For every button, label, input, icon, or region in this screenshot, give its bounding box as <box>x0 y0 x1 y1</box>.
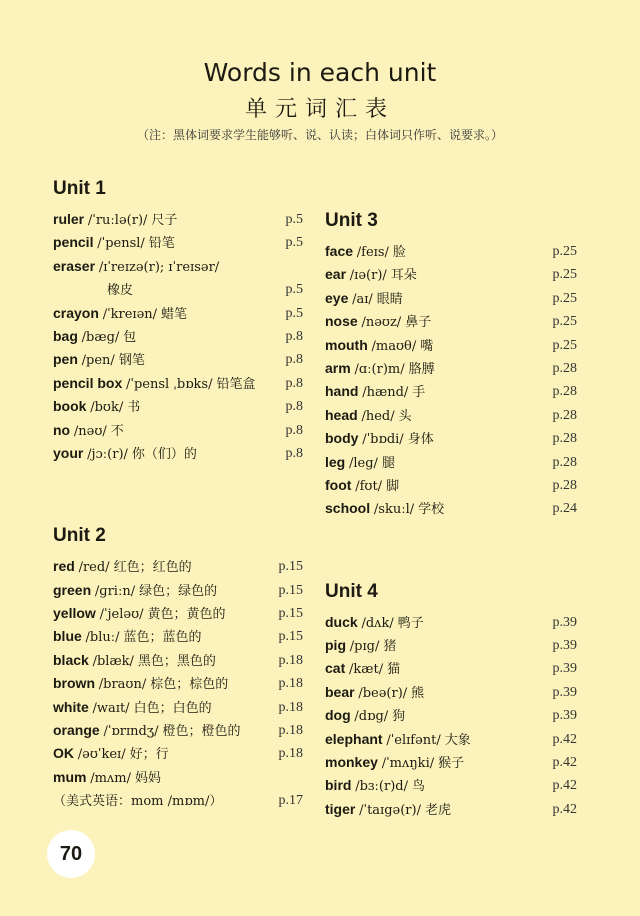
vocab-word: orange <box>53 722 100 739</box>
page-ref: p.25 <box>552 314 577 330</box>
vocab-phonetic: /dʌk/ <box>361 615 394 631</box>
page-ref: p.5 <box>285 282 303 298</box>
vocab-phonetic: /braʊn/ <box>98 677 147 693</box>
vocab-chinese: 你（们）的 <box>131 446 197 462</box>
vocab-phonetic: /kæt/ <box>349 662 384 678</box>
vocab-phonetic: /leg/ <box>349 455 378 471</box>
vocab-chinese: 白色；白色的 <box>133 700 212 716</box>
vocab-phonetic: /ɪˈreɪzə(r); ɪˈreɪsər/ <box>98 259 220 275</box>
vocab-chinese: 黑色；黑色的 <box>137 653 216 669</box>
vocab-entry <box>325 263 577 286</box>
vocab-word: book <box>53 398 87 415</box>
vocab-phonetic: /ɡriːn/ <box>94 583 136 599</box>
vocab-entry <box>53 579 303 602</box>
vocab-entry <box>325 240 577 263</box>
vocab-chinese: 腿 <box>381 455 395 471</box>
vocab-phonetic: /ˈpensl ˌbɒks/ <box>126 376 213 392</box>
vocab-entry <box>53 555 303 578</box>
vocab-word: tiger <box>325 800 356 817</box>
vocab-phonetic: /ˈruːlə(r)/ <box>87 213 148 228</box>
vocab-chinese: 眼睛 <box>376 291 403 307</box>
vocab-word: eraser <box>53 257 96 274</box>
vocab-entry <box>325 497 577 520</box>
vocab-word: foot <box>325 476 352 493</box>
vocab-word: bag <box>53 327 78 344</box>
vocab-entry <box>325 451 577 474</box>
vocab-word: OK <box>53 745 74 762</box>
vocab-word: arm <box>325 359 351 376</box>
vocab-chinese: 耳朵 <box>390 268 417 284</box>
page-ref: p.18 <box>278 723 303 739</box>
vocab-word: ear <box>325 266 347 283</box>
vocab-chinese: 嘴 <box>420 338 434 354</box>
right-column <box>325 210 577 821</box>
vocab-word: your <box>53 444 84 461</box>
vocab-phonetic: /bluː/ <box>85 630 120 646</box>
vocab-chinese: 头 <box>398 408 412 424</box>
vocab-chinese: 猪 <box>383 639 397 655</box>
page-ref: p.28 <box>552 477 577 493</box>
page-ref: p.5 <box>285 305 303 321</box>
page-ref: p.28 <box>552 407 577 423</box>
vocab-entry <box>53 255 303 278</box>
vocab-chinese: 狗 <box>392 709 406 725</box>
vocab-phonetic: /skuːl/ <box>373 502 415 518</box>
unit-2-heading: Unit 2 <box>53 525 106 547</box>
vocab-phonetic: /ɑː(r)m/ <box>354 361 405 377</box>
left-column <box>53 178 303 813</box>
title-english: Words in each unit <box>203 58 437 87</box>
vocab-entry <box>325 704 577 727</box>
unit-3-list <box>325 240 577 521</box>
vocab-phonetic: /ˈɒrɪndʒ/ <box>103 724 159 740</box>
page-ref: p.18 <box>278 746 303 762</box>
vocab-entry <box>53 231 303 254</box>
vocab-entry <box>53 348 303 371</box>
vocab-chinese: 不 <box>110 423 124 439</box>
vocab-word: yellow <box>53 605 96 622</box>
vocab-word: dog <box>325 707 351 724</box>
vocab-chinese: 鸭子 <box>397 615 424 631</box>
page-ref: p.39 <box>552 708 577 724</box>
vocab-entry <box>53 696 303 719</box>
vocab-phonetic: /ˈbɒdi/ <box>362 432 404 448</box>
page-ref: p.25 <box>552 244 577 259</box>
vocab-word: face <box>325 243 354 259</box>
page-ref: p.15 <box>278 582 303 598</box>
vocab-word: blue <box>53 628 82 645</box>
vocab-chinese: 钢笔 <box>118 353 145 369</box>
vocab-note-row <box>53 789 303 812</box>
vocab-chinese: 猫 <box>387 662 401 678</box>
page-ref: p.39 <box>552 684 577 700</box>
vocab-chinese: 鸟 <box>411 779 425 795</box>
vocab-entry <box>325 774 577 797</box>
vocab-word: mum <box>53 768 87 785</box>
page-ref: p.39 <box>552 638 577 654</box>
page-ref: p.28 <box>552 431 577 447</box>
vocab-chinese: 尺子 <box>151 213 178 228</box>
vocab-entry <box>325 287 577 310</box>
vocab-chinese: 黄色；黄色的 <box>147 607 226 623</box>
page-ref: p.5 <box>285 212 303 227</box>
vocab-phonetic: /bʊk/ <box>90 400 124 416</box>
vocab-phonetic: /pɪg/ <box>349 639 380 655</box>
vocab-word: black <box>53 651 89 668</box>
vocab-word: school <box>325 500 371 517</box>
vocab-chinese: 红色；红色的 <box>113 560 192 576</box>
vocab-phonetic: /mʌm/ <box>90 770 131 786</box>
vocab-word: body <box>325 430 359 447</box>
vocab-entry <box>53 672 303 695</box>
vocab-entry <box>325 380 577 403</box>
vocab-word: hand <box>325 383 359 400</box>
vocab-entry <box>325 634 577 657</box>
vocab-chinese: 书 <box>127 400 141 416</box>
vocab-chinese: 蜡笔 <box>161 306 188 322</box>
vocab-chinese: 脚 <box>386 478 400 494</box>
page-ref: p.28 <box>552 384 577 400</box>
vocab-phonetic: /fʊt/ <box>355 478 383 494</box>
vocab-word: crayon <box>53 304 99 321</box>
usage-note: （注：黑体词要求学生能够听、说、认读；白体词只作听、说要求。） <box>136 128 503 142</box>
unit-3-heading: Unit 3 <box>325 210 378 231</box>
page-ref: p.8 <box>285 328 303 344</box>
vocab-phonetic: /ˈtaɪgə(r)/ <box>359 802 421 818</box>
page-ref: p.39 <box>552 661 577 677</box>
vocab-entry <box>325 357 577 380</box>
vocab-phonetic: /ˈmʌŋki/ <box>381 756 435 772</box>
vocab-word: red <box>53 558 75 575</box>
unit-4-heading: Unit 4 <box>325 580 378 602</box>
vocab-phonetic: /ˈelɪfənt/ <box>386 732 441 748</box>
vocab-entry <box>53 372 303 395</box>
page-ref: p.42 <box>552 778 577 794</box>
vocab-word: pen <box>53 351 78 368</box>
vocab-entry <box>325 474 577 497</box>
vocab-word: head <box>325 406 358 423</box>
page-ref: p.5 <box>285 235 303 251</box>
page-ref: p.18 <box>278 676 303 692</box>
vocab-phonetic: /ˈpensl/ <box>97 236 145 252</box>
title-chinese: 单元词汇表 <box>244 97 395 122</box>
page-ref: p.18 <box>278 652 303 668</box>
vocab-word: bird <box>325 777 352 794</box>
vocab-entry <box>325 681 577 704</box>
vocab-phonetic: /pen/ <box>81 353 115 369</box>
vocab-chinese: 橡皮 <box>107 283 134 299</box>
vocab-word: leg <box>325 453 346 470</box>
unit-1-heading: Unit 1 <box>53 178 106 199</box>
vocab-entry <box>53 395 303 418</box>
vocab-entry <box>53 419 303 442</box>
vocab-entry <box>53 602 303 625</box>
page-ref: p.15 <box>278 606 303 622</box>
vocab-phonetic: /əʊˈkeɪ/ <box>77 747 126 763</box>
page-ref: p.25 <box>552 267 577 283</box>
vocab-chinese: 脸 <box>392 245 406 260</box>
american-english-note: （美式英语：mom /mɒm/） <box>53 794 223 810</box>
vocab-entry <box>53 625 303 648</box>
vocab-entry <box>325 611 577 634</box>
vocab-word: no <box>53 421 71 438</box>
page-ref: p.28 <box>552 454 577 470</box>
vocab-entry <box>325 310 577 333</box>
vocab-phonetic: /red/ <box>78 560 110 576</box>
vocab-phonetic: /hænd/ <box>362 385 409 401</box>
vocab-phonetic: /nəʊ/ <box>73 423 107 439</box>
vocab-entry <box>53 649 303 672</box>
page-ref: p.25 <box>552 337 577 353</box>
vocab-chinese: 老虎 <box>424 802 451 818</box>
page-ref: p.8 <box>285 422 303 438</box>
vocab-entry <box>53 766 303 789</box>
vocab-word: pencil <box>53 234 94 251</box>
vocab-phonetic: /dɒg/ <box>354 709 389 725</box>
vocab-phonetic: /waɪt/ <box>92 700 130 716</box>
vocab-word: monkey <box>325 754 378 771</box>
vocab-phonetic: /ɪə(r)/ <box>349 268 387 284</box>
page-ref: p.15 <box>278 629 303 645</box>
vocab-word: brown <box>53 675 95 692</box>
page-ref: p.17 <box>278 793 303 809</box>
vocab-entry <box>325 334 577 357</box>
vocab-phonetic: /blæk/ <box>92 653 134 669</box>
page-ref: p.8 <box>285 352 303 368</box>
page-number: 70 <box>47 830 95 878</box>
vocab-word: green <box>53 581 92 598</box>
vocab-chinese: 学校 <box>418 502 445 518</box>
vocab-entry <box>325 751 577 774</box>
vocab-entry <box>325 728 577 751</box>
vocab-word: cat <box>325 660 346 677</box>
unit-1-list <box>53 208 303 465</box>
unit-2-list <box>53 555 303 789</box>
page-ref: p.18 <box>278 699 303 715</box>
vocab-entry <box>325 404 577 427</box>
vocab-entry <box>53 278 303 301</box>
vocab-chinese: 鼻子 <box>405 315 432 331</box>
page-ref: p.39 <box>552 614 577 630</box>
vocab-entry <box>53 742 303 765</box>
vocab-chinese: 猴子 <box>438 756 465 772</box>
vocab-chinese: 棕色；棕色的 <box>150 677 229 693</box>
page-ref: p.24 <box>552 501 577 517</box>
vocab-chinese: 铅笔盒 <box>216 376 256 392</box>
vocab-chinese: 身体 <box>407 432 434 448</box>
vocab-entry <box>53 208 303 231</box>
vocab-phonetic: /ˈkreɪən/ <box>102 306 158 322</box>
vocab-phonetic: /aɪ/ <box>352 291 373 307</box>
vocab-phonetic: /feɪs/ <box>356 245 389 260</box>
vocab-phonetic: /beə(r)/ <box>358 685 408 701</box>
vocab-entry <box>53 325 303 348</box>
vocab-word: ruler <box>53 211 85 227</box>
vocab-chinese: 蓝色；蓝色的 <box>123 630 202 646</box>
vocab-chinese: 橙色；橙色的 <box>162 724 241 740</box>
vocab-chinese: 包 <box>123 329 137 345</box>
page-ref: p.25 <box>552 290 577 306</box>
page-ref: p.15 <box>278 559 303 575</box>
vocab-entry <box>325 427 577 450</box>
vocab-chinese: 妈妈 <box>134 770 161 786</box>
vocab-chinese: 铅笔 <box>148 236 175 252</box>
unit-4-list <box>325 611 577 822</box>
page-ref: p.42 <box>552 755 577 771</box>
vocab-entry <box>53 719 303 742</box>
vocab-word: duck <box>325 613 358 630</box>
vocab-chinese: 胳膊 <box>408 361 435 377</box>
vocab-chinese: 熊 <box>411 685 425 701</box>
vocab-word: white <box>53 698 89 715</box>
page-ref: p.42 <box>552 801 577 817</box>
page-ref: p.8 <box>285 375 303 391</box>
vocab-phonetic: /nəʊz/ <box>361 315 402 331</box>
vocab-entry <box>53 302 303 325</box>
vocab-entry <box>53 442 303 465</box>
vocab-chinese: 大象 <box>444 732 471 748</box>
vocab-phonetic: /hed/ <box>361 408 395 424</box>
vocab-word: pig <box>325 637 346 654</box>
vocab-phonetic: /bæg/ <box>81 329 120 345</box>
vocab-word: mouth <box>325 336 368 353</box>
page-ref: p.28 <box>552 360 577 376</box>
vocab-word: eye <box>325 289 349 306</box>
page-ref: p.8 <box>285 399 303 415</box>
vocab-word: nose <box>325 313 358 330</box>
page-ref: p.8 <box>285 445 303 461</box>
vocab-phonetic: /maʊθ/ <box>371 338 417 354</box>
vocab-chinese: 好；行 <box>129 747 169 763</box>
vocab-chinese: 绿色；绿色的 <box>139 583 218 599</box>
vocab-phonetic: /jɔː(r)/ <box>87 446 128 462</box>
vocab-phonetic: /bɜː(r)d/ <box>355 779 408 795</box>
vocab-phonetic: /ˈjeləʊ/ <box>99 607 144 623</box>
vocab-entry <box>325 657 577 680</box>
vocab-entry <box>325 798 577 821</box>
page-ref: p.42 <box>552 731 577 747</box>
vocab-word: bear <box>325 683 355 700</box>
vocab-chinese: 手 <box>412 385 426 401</box>
vocab-word: pencil box <box>53 374 123 391</box>
vocab-word: elephant <box>325 730 383 747</box>
